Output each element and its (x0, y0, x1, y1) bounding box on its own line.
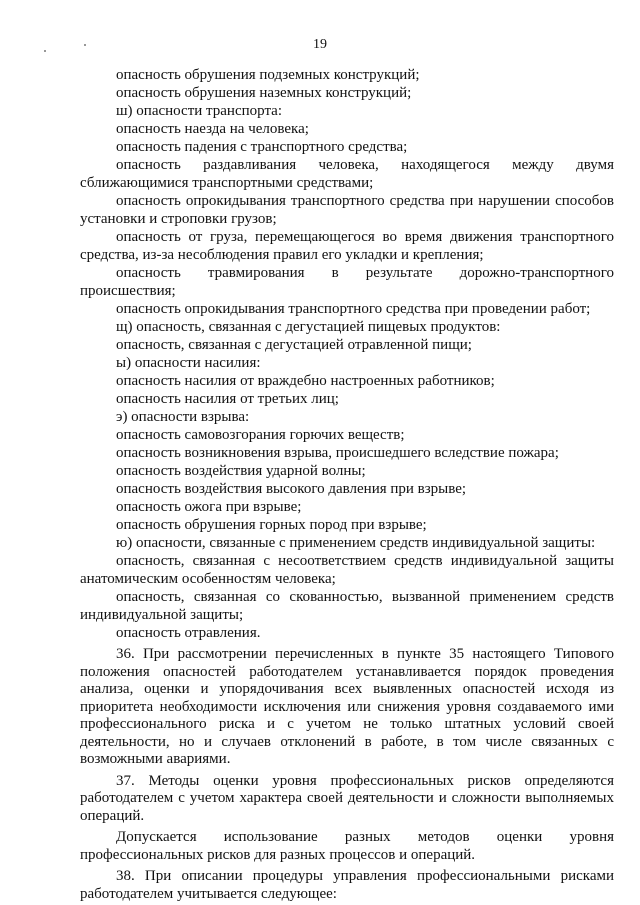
list-item: опасность обрушения горных пород при взрыве; (116, 517, 427, 533)
list-item: опасность опрокидывания транспортного средства при нарушении способов установки и строповки грузов; (80, 193, 614, 227)
paragraph-38: 38. При описании процедуры управления профессиональными рисками работодателем учитывается следующее: (80, 868, 614, 902)
list-item: опасность насилия от враждебно настроенных работников; (116, 373, 495, 389)
list-item: опасность, связанная с дегустацией отравленной пищи; (116, 337, 472, 353)
list-item: опасность травмирования в результате дорожно-транспортного происшествия; (80, 265, 614, 299)
list-item: опасность, связанная с несоответствием средств индивидуальной защиты анатомическим особенностям человека; (80, 553, 614, 587)
list-item: ы) опасности насилия: (116, 355, 261, 371)
list-item: опасность падения с транспортного средства; (116, 139, 408, 155)
paragraph-37-note: Допускается использование разных методов оценки уровня профессиональных рисков для разных процессов и операций. (80, 829, 614, 863)
list-item: опасность, связанная со скованностью, вызванной применением средств индивидуальной защиты; (80, 589, 614, 623)
list-item: опасность от груза, перемещающегося во время движения транспортного средства, из-за несоблюдения правил его укладки и крепления; (80, 229, 614, 263)
list-item: опасность отравления. (116, 625, 261, 641)
list-item: опасность опрокидывания транспортного средства при проведении работ; (116, 301, 591, 317)
list-item: щ) опасность, связанная с дегустацией пищевых продуктов: (116, 319, 501, 335)
list-item: ш) опасности транспорта: (116, 103, 283, 119)
list-item: опасность возникновения взрыва, происшедшего вследствие пожара; (116, 445, 559, 461)
list-item: опасность самовозгорания горючих веществ; (116, 427, 405, 443)
list-item: опасность обрушения подземных конструкций; (116, 67, 420, 83)
list-item: опасность насилия от третьих лиц; (116, 391, 339, 407)
list-item: опасность воздействия ударной волны; (116, 463, 366, 479)
list-item: опасность воздействия высокого давления при взрыве; (116, 481, 467, 497)
list-item: опасность наезда на человека; (116, 121, 309, 137)
list-item: опасность ожога при взрыве; (116, 499, 302, 515)
list-item: опасность раздавливания человека, находящегося между двумя сближающимися транспортными средствами; (80, 157, 614, 191)
list-item: э) опасности взрыва: (116, 409, 250, 425)
list-item: ю) опасности, связанные с применением средств индивидуальной защиты: (116, 535, 596, 551)
paragraph-36: 36. При рассмотрении перечисленных в пункте 35 настоящего Типового положения опасностей работодателем устанавливается порядок проведения анализа, оценки и упорядочивания всех выявленных опасностей исходя из приоритета необходимости исключения или снижения уровня создаваемого ими профессионального риска и с учетом не только штатных условий своей деятельности, но и случаев отклонений в работе, в том числе связанных с возможными авариями. (80, 646, 614, 767)
paragraph-37: 37. Методы оценки уровня профессиональных рисков определяются работодателем с учетом характера своей деятельности и сложности выполняемых операций. (80, 772, 614, 824)
document-body (80, 66, 614, 903)
list-item: опасность обрушения наземных конструкций; (116, 85, 412, 101)
page-number: 19 (313, 37, 327, 52)
